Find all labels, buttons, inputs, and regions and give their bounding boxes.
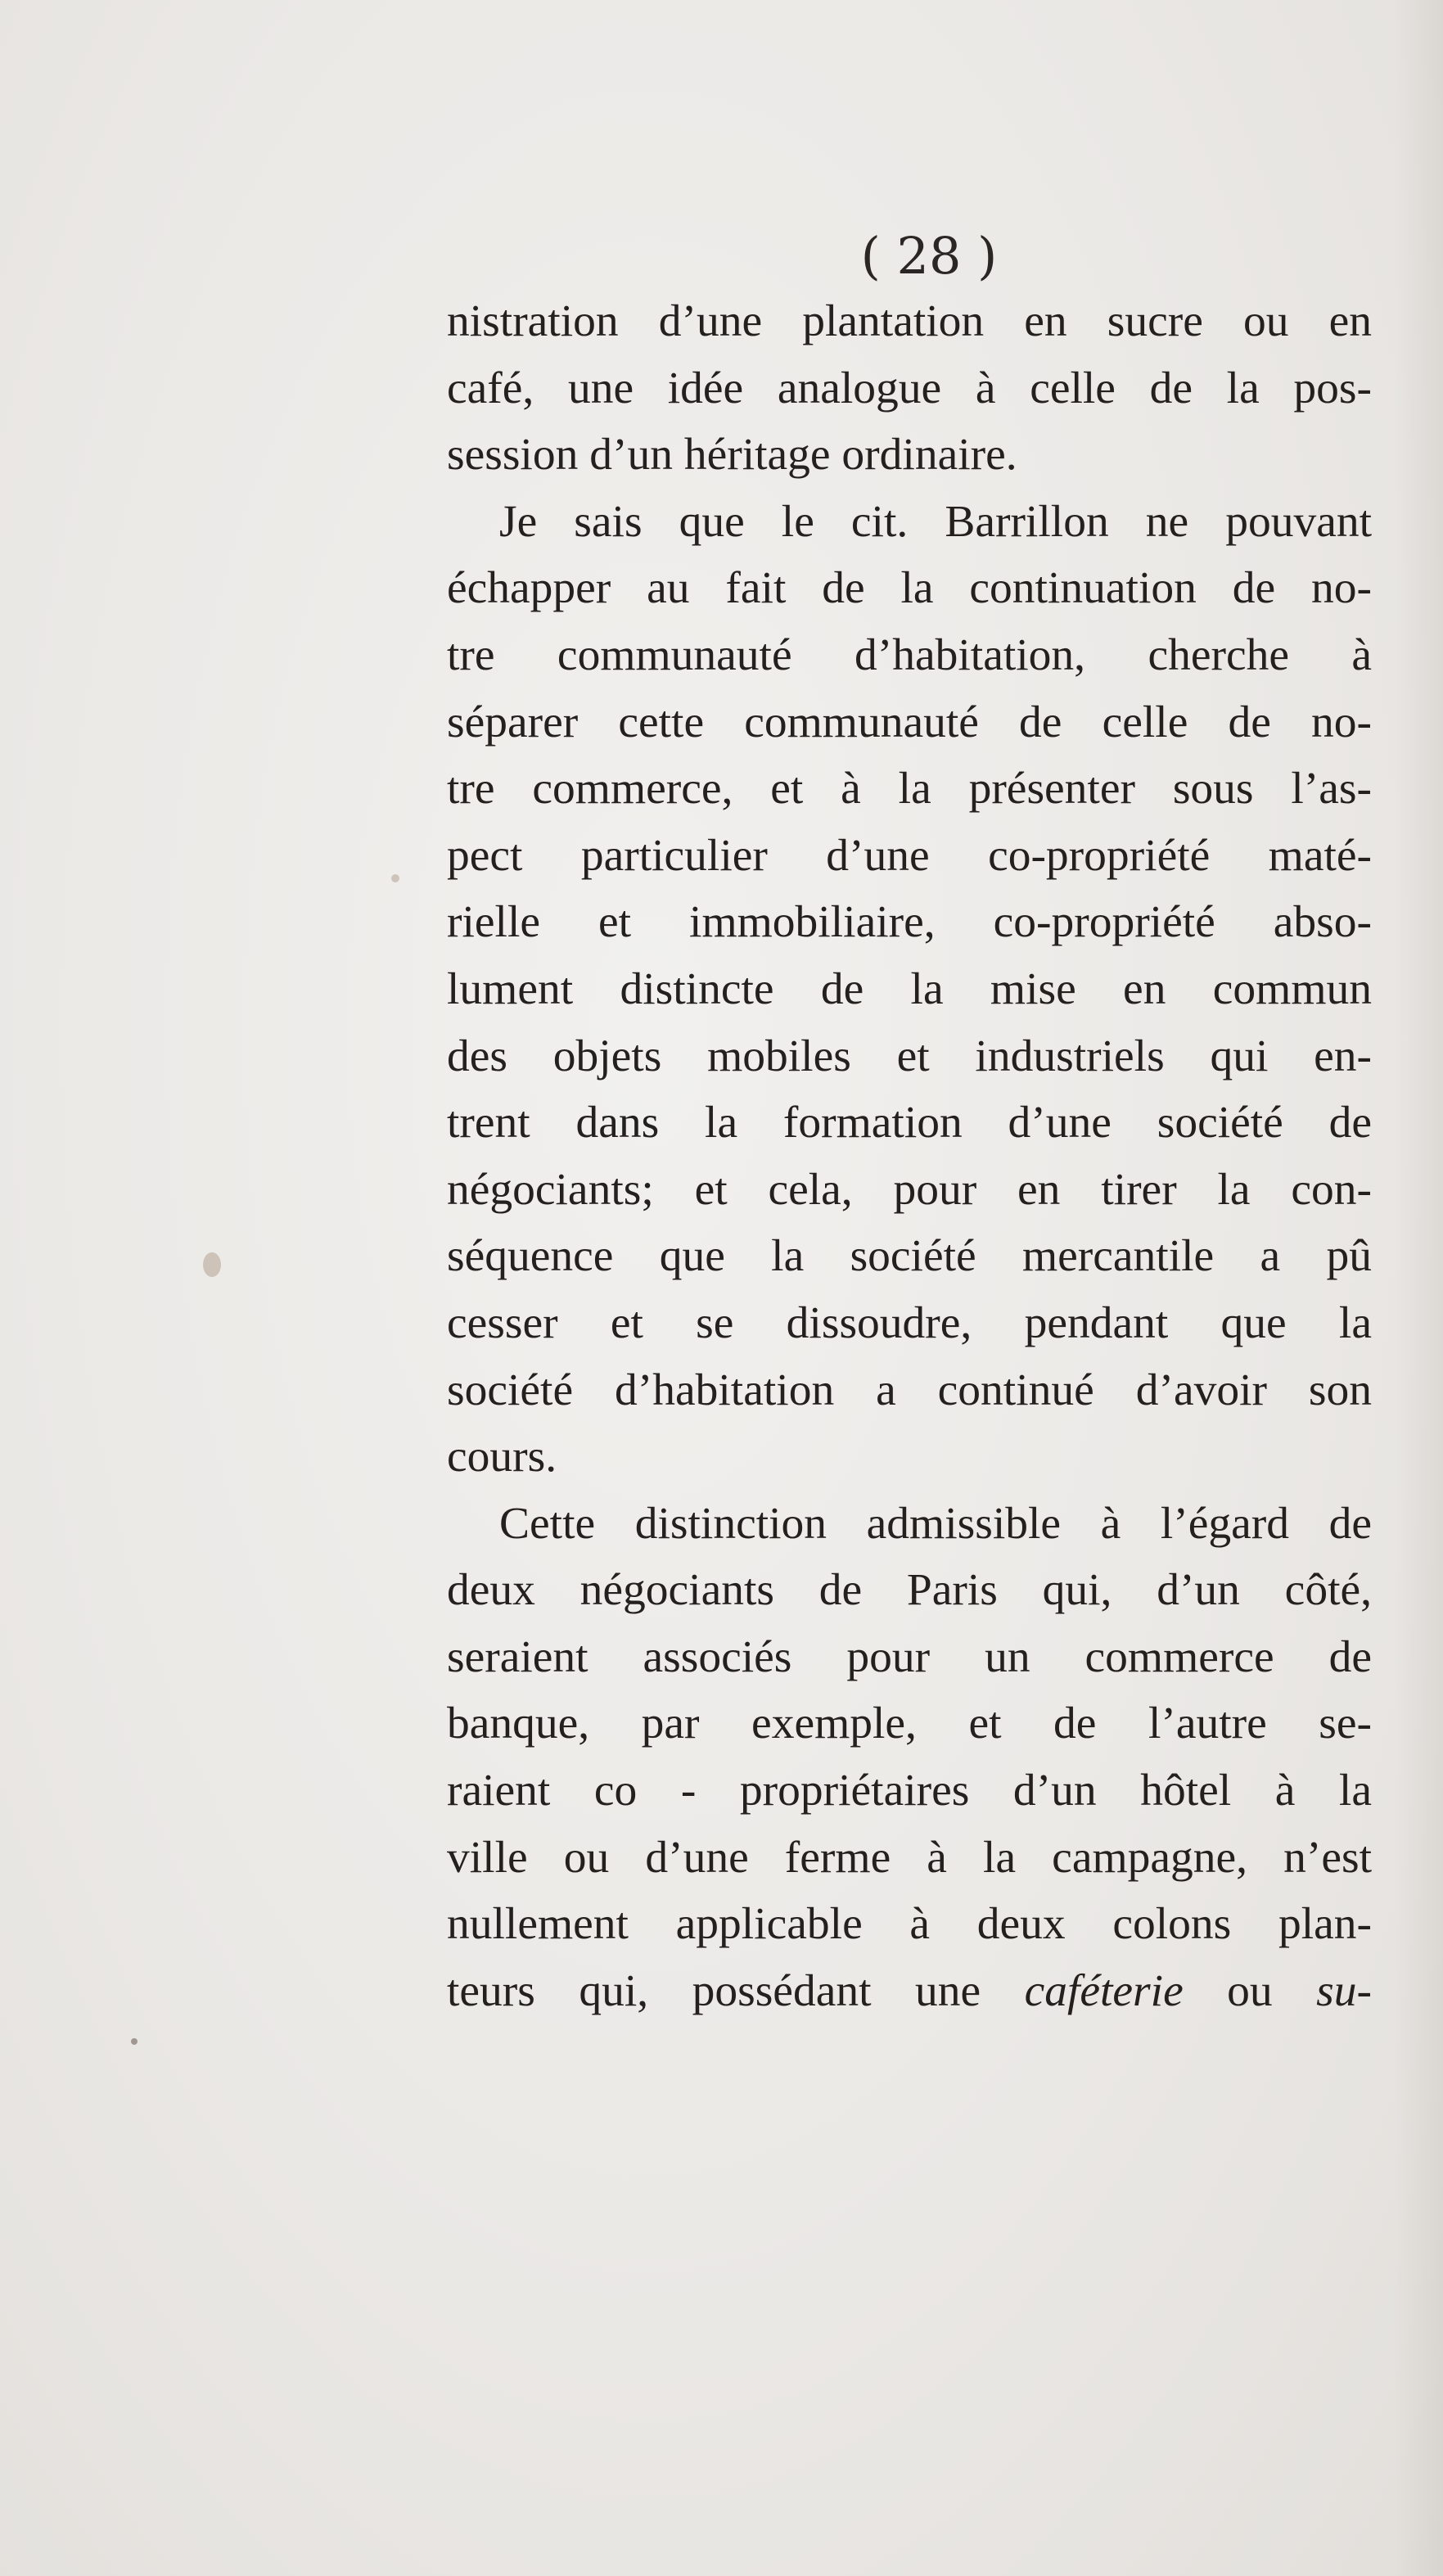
- text-line: séparer cette communauté de celle de no-: [447, 697, 1372, 747]
- text-line: Cette distinction admissible à l’égard de: [499, 1498, 1372, 1549]
- page-edge-shadow: [1394, 0, 1443, 2576]
- text-line: banque, par exemple, et de l’autre se-: [447, 1699, 1372, 1749]
- page-number: ( 28 ): [860, 226, 998, 286]
- foxing-spot: [391, 874, 399, 882]
- italic-word: caféterie: [1024, 1965, 1184, 2016]
- text-line: pect particulier d’une co-propriété maté-: [447, 830, 1372, 881]
- text-line: trent dans la formation d’une société de: [447, 1098, 1372, 1148]
- text-line: ville ou d’une ferme à la campagne, n’est: [447, 1832, 1372, 1883]
- text-line: session d’un héritage ordinaire.: [447, 430, 1017, 480]
- text-line: Je sais que le cit. Barrillon ne pouvant: [499, 496, 1372, 547]
- foxing-spot: [131, 2038, 138, 2045]
- line-segment: teurs qui, possédant une: [447, 1965, 1025, 2016]
- text-line: nullement applicable à deux colons plan-: [447, 1899, 1372, 1950]
- line-segment: ou: [1183, 1965, 1317, 2016]
- text-line: seraient associés pour un commerce de: [447, 1631, 1372, 1682]
- text-line: raient co - propriétaires d’un hôtel à la: [447, 1766, 1372, 1816]
- text-line: tre commerce, et à la présenter sous l’as-: [447, 764, 1372, 814]
- text-line: lument distincte de la mise en commun: [447, 963, 1372, 1014]
- text-line: négociants; et cela, pour en tirer la con-: [447, 1164, 1372, 1215]
- text-line: nistration d’une plantation en sucre ou en: [447, 296, 1372, 346]
- text-line: rielle et immobiliaire, co-propriété abso-: [447, 897, 1372, 948]
- text-line: société d’habitation a continué d’avoir son: [447, 1365, 1372, 1415]
- foxing-spot: [203, 1252, 221, 1277]
- text-line: tre communauté d’habitation, cherche à: [447, 629, 1372, 680]
- text-line: cours.: [447, 1432, 557, 1482]
- text-line: cesser et se dissoudre, pendant que la: [447, 1297, 1372, 1348]
- text-line: deux négociants de Paris qui, d’un côté,: [447, 1565, 1372, 1616]
- text-line: des objets mobiles et industriels qui en-: [447, 1031, 1372, 1081]
- text-line: café, une idée analogue à celle de la pos-: [447, 363, 1372, 413]
- body-text: [447, 288, 1372, 2024]
- text-line: échapper au fait de la continuation de no-: [447, 563, 1372, 614]
- text-line: séquence que la société mercantile a pû: [447, 1231, 1372, 1282]
- italic-word: su-: [1316, 1965, 1372, 2016]
- text-line-with-italics: [447, 1958, 1372, 2025]
